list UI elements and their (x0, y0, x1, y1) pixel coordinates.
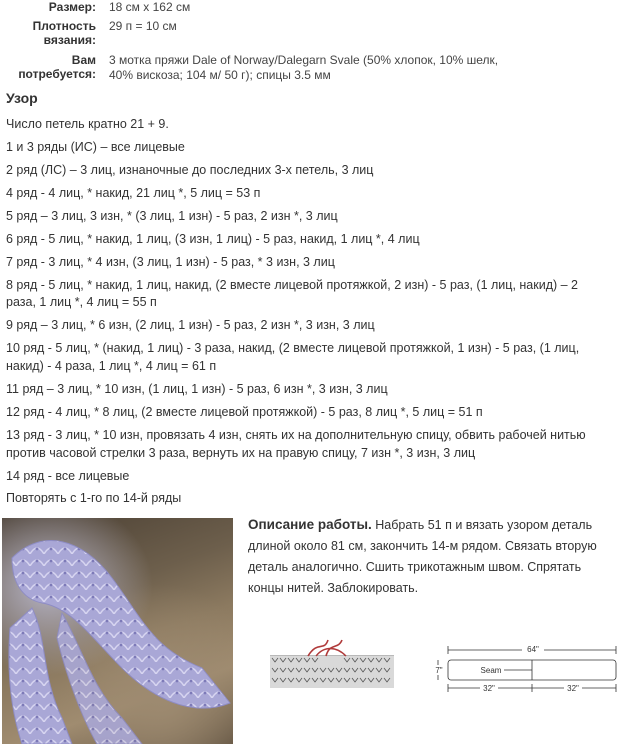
pattern-repeat: Повторять с 1-го по 14-й ряды (6, 491, 182, 505)
size-label: Размер: (48, 0, 96, 14)
pattern-row-6: 6 ряд - 5 лиц, * накид, 1 лиц, (3 изн, 1 лиц) - 5 раз, накид, 1 лиц *, 4 лиц (6, 232, 420, 246)
description-line-1: Набрать 51 п и вязать узором деталь (371, 518, 593, 532)
gauge-value: 29 п = 10 см (109, 19, 177, 33)
pattern-row-9: 9 ряд – 3 лиц, * 6 изн, (2 лиц, 1 изн) - 5 раз, 2 изн *, 3 изн, 3 лиц (6, 318, 375, 332)
size-value: 18 см х 162 см (109, 0, 191, 14)
materials-label-2: потребуется: (18, 67, 96, 81)
pattern-title: Узор (6, 90, 38, 106)
pattern-row-7: 7 ряд - 3 лиц, * 4 изн, (3 лиц, 1 изн) - 5 раз, * 3 изн, 3 лиц (6, 255, 335, 269)
pattern-row-4: 4 ряд - 4 лиц, * накид, 21 лиц *, 5 лиц = 53 п (6, 186, 261, 200)
pattern-row-10-line-2: накид) - 4 раза, 1 лиц *, 4 лиц = 61 п (6, 359, 217, 373)
materials-value-2: 40% вискоза; 104 м/ 50 г); спицы 3.5 мм (109, 68, 331, 82)
pattern-row-1: 1 и 3 ряды (ИС) – все лицевые (6, 140, 185, 154)
pattern-row-8-line-1: 8 ряд - 5 лиц, * накид, 1 лиц, накид, (2 вместе лицевой протяжкой, 2 изн) - 5 раз, (1 лиц, накид) – 2 (6, 278, 578, 292)
schematic-height: 7" (435, 666, 443, 675)
materials-value-1: 3 мотка пряжи Dale of Norway/Dalegarn Svale (50% хлопок, 10% шелк, (109, 53, 499, 67)
gauge-label-1: Плотность (32, 19, 96, 33)
description-line-2: длиной около 81 см, закончить 14-м рядом. Связать вторую (248, 539, 597, 553)
description-line-4: концы нитей. Заблокировать. (248, 581, 419, 595)
description-title: Описание работы. (248, 517, 372, 532)
description-line-3: деталь аналогично. Сшить трикотажным швом. Спрятать (248, 560, 582, 574)
schematic-seam-label: Seam (480, 666, 502, 675)
pattern-row-10-line-1: 10 ряд - 5 лиц, * (накид, 1 лиц) - 3 раза, накид, (2 вместе лицевой протяжкой, 1 изн) - 5 раз, (1 лиц, (6, 341, 580, 355)
pattern-row-11: 11 ряд – 3 лиц, * 10 изн, (1 лиц, 1 изн) - 5 раз, 6 изн *, 3 изн, 3 лиц (6, 382, 388, 396)
pattern-row-12: 12 ряд - 4 лиц, * 8 лиц, (2 вместе лицевой протяжкой) - 5 раз, 8 лиц *, 5 лиц = 51 п (6, 405, 483, 419)
schematic-half-left: 32" (483, 684, 495, 693)
pattern-row-13-line-1: 13 ряд - 3 лиц, * 10 изн, провязать 4 изн, снять их на дополнительную спицу, обвить рабочей нитью (6, 428, 586, 442)
scarf-photo (2, 518, 233, 744)
gauge-label-2: вязания: (43, 33, 96, 47)
pattern-row-2: 2 ряд (ЛС) – 3 лиц, изнаночные до последних 3-х петель, 3 лиц (6, 163, 374, 177)
pattern-row-14: 14 ряд - все лицевые (6, 469, 130, 483)
schematic-width-total: 64" (527, 645, 539, 654)
pattern-row-13-line-2: против часовой стрелки 3 раза, вернуть их на правую спицу, 7 изн *, 3 изн, 3 лиц (6, 446, 476, 460)
schematic-half-right: 32" (567, 684, 579, 693)
pattern-row-5: 5 ряд – 3 лиц, 3 изн, * (3 лиц, 1 изн) - 5 раз, 2 изн *, 3 лиц (6, 209, 338, 223)
pattern-intro: Число петель кратно 21 + 9. (6, 117, 169, 131)
materials-label-1: Вам (71, 53, 96, 67)
stitch-diagram (268, 638, 396, 690)
pattern-row-8-line-2: раза, 1 лиц *, 4 лиц = 55 п (6, 295, 157, 309)
description (248, 514, 627, 599)
scarf-schematic (428, 640, 624, 700)
scarf-illustration (2, 518, 233, 744)
